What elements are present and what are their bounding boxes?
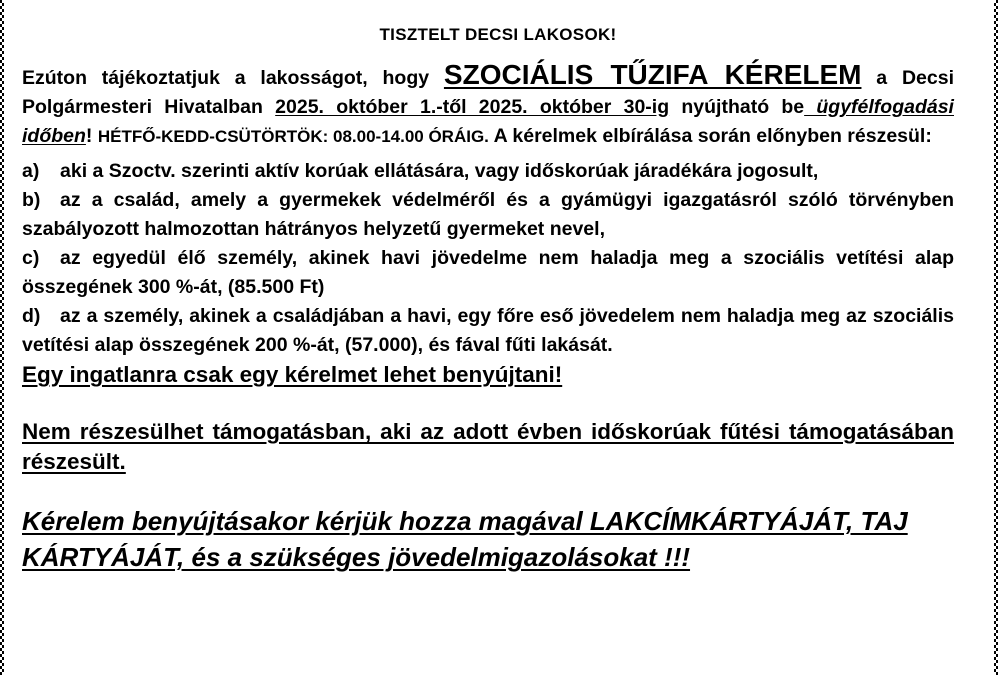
list-item-text: az a család, amely a gyermekek védelméről és a gyámügyi igazgatásról szóló törvényben szabályozott halmozottan hátrányos helyzetű gyermeket nevel, <box>22 189 954 240</box>
left-border <box>0 0 4 675</box>
intro-paragraph <box>22 60 954 151</box>
date-range: 2025. október 1.-től 2025. október 30-ig <box>275 96 670 118</box>
list-item-text: aki a Szoctv. szerinti aktív korúak ellátására, vagy időskorúak járadékára jogosult, <box>60 160 819 182</box>
list-item-text: az a személy, akinek a családjában a havi, egy főre eső jövedelem nem haladja meg az szociális vetítési alap összegének 200 %-át, (57.000), és fával fűti lakását. <box>22 305 954 356</box>
documents-reminder: Kérelem benyújtásakor kérjük hozza magával LAKCÍMKÁRTYÁJÁT, TAJ KÁRTYÁJÁT, és a szükséges jövedelmigazolásokat !!! <box>22 506 908 572</box>
list-item <box>22 302 954 360</box>
office-hours-note: ügyfélfogadási időben <box>22 96 954 147</box>
notice-document <box>22 0 954 601</box>
eligibility-list <box>22 157 954 360</box>
intro-text-5: A kérelmek elbírálása során előnyben részesül: <box>488 125 932 147</box>
intro-text-4: ! <box>85 125 98 147</box>
list-item <box>22 186 954 244</box>
right-border <box>994 0 998 675</box>
list-item-text: az egyedül élő személy, akinek havi jövedelme nem haladja meg a szociális vetítési alap összegének 300 %-át, (85.500 Ft) <box>22 247 954 298</box>
exclusion-notice: Nem részesülhet támogatásban, aki az adott évben időskorúak fűtési támogatásában részesült. <box>22 419 954 474</box>
list-item-label: a) <box>22 160 40 182</box>
one-application-notice: Egy ingatlanra csak egy kérelmet lehet benyújtani! <box>22 362 563 387</box>
page-title: TISZTELT DECSI LAKOSOK! <box>379 25 617 44</box>
list-item-label: b) <box>22 189 41 211</box>
list-item <box>22 244 954 302</box>
intro-text-1: Ezúton tájékoztatjuk a lakosságot, hogy <box>22 67 444 89</box>
list-item-label: d) <box>22 305 41 327</box>
intro-text-3: nyújtható be <box>669 96 805 118</box>
list-item <box>22 157 954 186</box>
intro-text-2: a Decsi Polgármesteri Hivatalban <box>22 67 954 118</box>
subject-highlight: SZOCIÁLIS TŰZIFA KÉRELEM <box>443 59 862 90</box>
office-hours: HÉTFŐ-KEDD-CSÜTÖRTÖK: 08.00-14.00 ÓRÁIG. <box>97 127 489 146</box>
list-item-label: c) <box>22 247 40 269</box>
